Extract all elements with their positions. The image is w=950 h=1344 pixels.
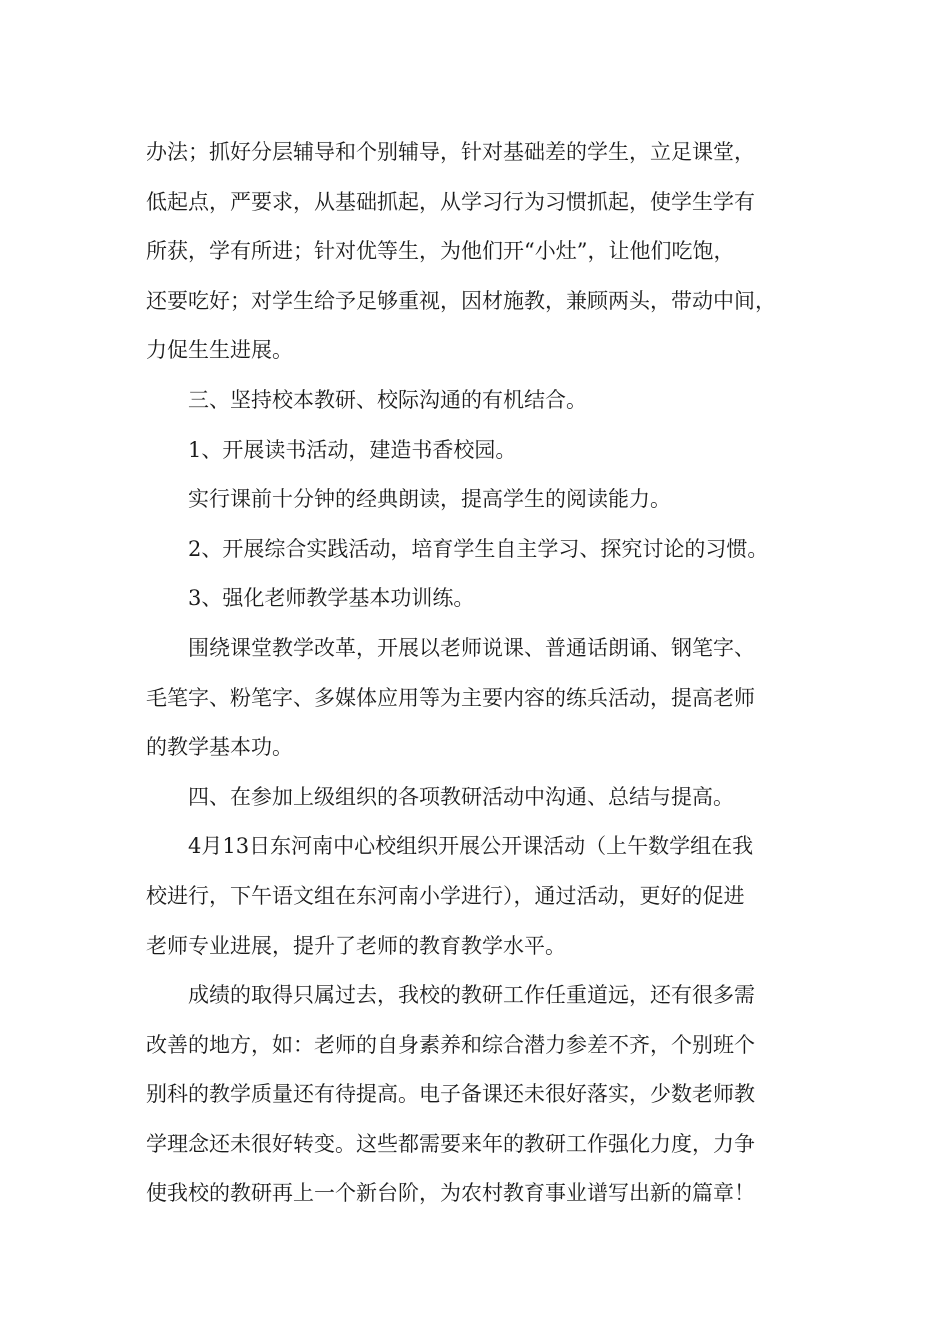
text-line: 办法；抓好分层辅导和个别辅导，针对基础差的学生，立足课堂，	[146, 140, 755, 164]
text-line: 学理念还未很好转变。这些都需要来年的教研工作强化力度，力争	[146, 1131, 755, 1156]
section-heading: 四、在参加上级组织的各项教研活动中沟通、总结与提高。	[188, 784, 734, 809]
section-heading: 三、坚持校本教研、校际沟通的有机结合。	[188, 387, 587, 412]
text-line: 改善的地方，如：老师的自身素养和综合潜力参差不齐，个别班个	[146, 1032, 755, 1057]
text-line: 低起点，严要求，从基础抓起，从学习行为习惯抓起，使学生学有	[146, 189, 755, 214]
text-line: 别科的教学质量还有待提高。电子备课还未很好落实，少数老师教	[146, 1082, 755, 1107]
document-body	[146, 128, 826, 1219]
text-line: 毛笔字、粉笔字、多媒体应用等为主要内容的练兵活动，提高老师	[146, 685, 755, 710]
list-item: 2、开展综合实践活动，培育学生自主学习、探究讨论的习惯。	[188, 536, 769, 561]
text-line: 4月13日东河南中心校组织开展公开课活动（上午数学组在我	[188, 834, 754, 859]
text-line: 力促生生进展。	[146, 338, 293, 363]
text-line: 老师专业进展，提升了老师的教育教学水平。	[146, 933, 566, 958]
list-item: 1、开展读书活动，建造书香校园。	[188, 437, 517, 462]
text-line: 使我校的教研再上一个新台阶，为农村教育事业谱写出新的篇章！	[146, 1181, 755, 1206]
text-line: 成绩的取得只属过去，我校的教研工作任重道远，还有很多需	[188, 983, 755, 1008]
text-line: 围绕课堂教学改革，开展以老师说课、普通话朗诵、钢笔字、	[188, 635, 755, 660]
text-line: 所获，学有所进；针对优等生，为他们开“小灶”，让他们吃饱，	[146, 239, 735, 264]
text-line: 还要吃好；对学生给予足够重视，因材施教，兼顾两头，带动中间，	[146, 288, 776, 313]
text-line: 校进行，下午语文组在东河南小学进行），通过活动，更好的促进	[146, 883, 745, 908]
text-line: 的教学基本功。	[146, 735, 293, 760]
text-line: 实行课前十分钟的经典朗读，提高学生的阅读能力。	[188, 487, 671, 512]
list-item: 3、强化老师教学基本功训练。	[188, 586, 475, 611]
